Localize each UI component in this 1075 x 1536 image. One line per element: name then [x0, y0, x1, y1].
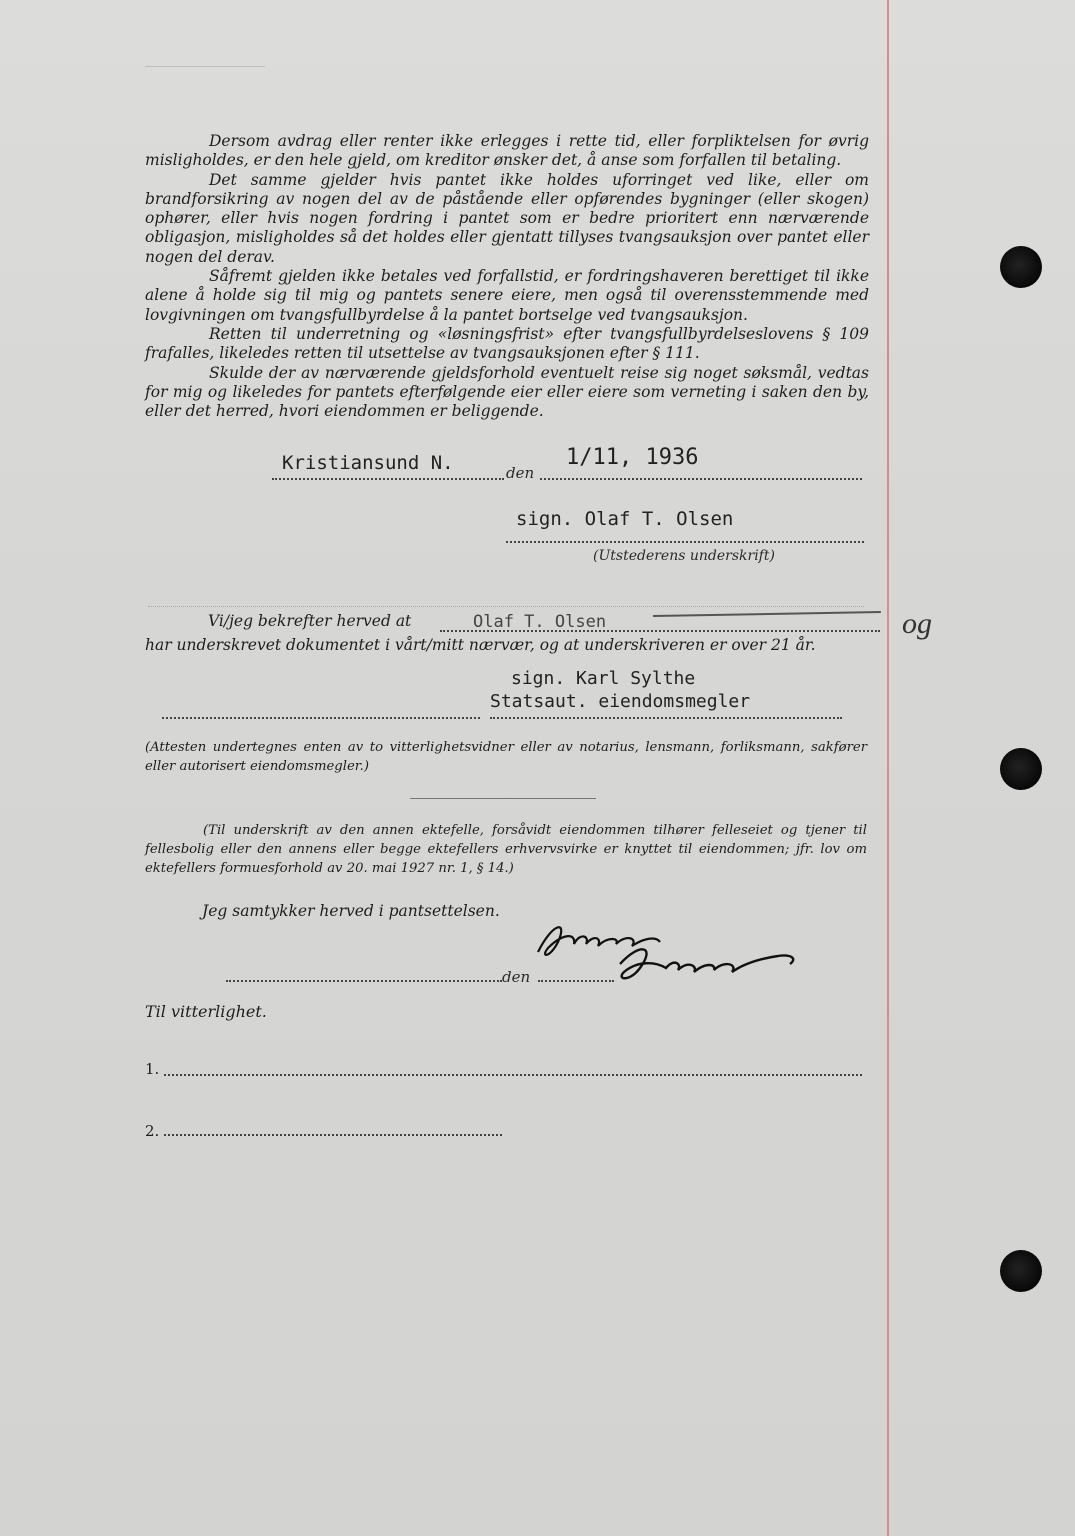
den-label: den	[506, 464, 535, 482]
terms-paragraph-1: Dersom avdrag eller renter ikke erlegges i rette tid, eller forpliktelsen for øvrig misligholdes, er den hele gjeld, om kreditor ønsker det, å anse som forfallen til betaling.	[145, 132, 869, 170]
punch-hole-middle	[1000, 748, 1042, 790]
witness-1-line	[164, 1074, 862, 1076]
consent-date-line-2	[538, 980, 614, 982]
consent-den-label: den	[502, 968, 531, 986]
header-rule	[145, 66, 265, 67]
terms-block	[145, 132, 869, 421]
witness-title: Statsaut. eiendomsmegler	[490, 691, 751, 712]
issuer-signature-line	[506, 541, 864, 543]
terms-paragraph-2: Det samme gjelder hvis pantet ikke holdes uforringet ved like, eller om brandforsikring av nogen del av de påstående eller opførendes bygninger (eller skogen) ophører, eller hvis nogen fordring i pantet som er bedre prioritert enn nærværende obligasjon, misligholdes så det holdes eller gjentatt tillyses tvangsauksjon over pantet eller nogen del derav.	[145, 170, 869, 266]
consent-text: Jeg samtykker herved i pantsettelsen.	[202, 902, 500, 920]
attested-signer-name: Olaf T. Olsen	[473, 612, 607, 632]
witness-2-line	[164, 1134, 502, 1136]
punch-hole-top	[1000, 246, 1042, 288]
attestation-line-2: har underskrevet dokumentet i vårt/mitt nærvær, og at underskriveren er over 21 år.	[145, 636, 816, 654]
issuer-signature: sign. Olaf T. Olsen	[516, 508, 734, 530]
margin-note: og	[902, 607, 932, 640]
attestation-prefix: Vi/jeg bekrefter herved at	[208, 612, 412, 630]
witness-signature: sign. Karl Sylthe	[511, 668, 696, 689]
faint-separator	[148, 606, 864, 607]
spouse-note: (Til underskrift av den annen ektefelle, forsåvidt eiendommen tilhører felleseiet og tjener til fellesbolig eller den annens eller begge ektefellers erhvervsvirke er knyttet til eiendommen; jfr. lov om ektefellers formuesforhold av 20. mai 1927 nr. 1, § 14.)	[145, 823, 867, 876]
witness-dotted-line-left	[162, 717, 480, 719]
witness-1-number: 1.	[145, 1060, 160, 1078]
place-dotted-line	[272, 478, 504, 480]
witness-dotted-line-right	[490, 717, 842, 719]
attestation-note: (Attesten undertegnes enten av to vitterlighetsvidner eller av notarius, lensmann, forliksmann, sakfører eller autorisert eiendomsmegler.)	[145, 740, 867, 774]
place-value: Kristiansund N.	[282, 452, 454, 474]
section-divider	[410, 798, 596, 799]
date-value: 1/11, 1936	[566, 445, 699, 470]
red-margin-line	[887, 0, 889, 1536]
terms-paragraph-3: Såfremt gjelden ikke betales ved forfallstid, er fordringshaveren berettiget til ikke alene å holde sig til mig og pantets senere eiere, men også til overensstemmende med lovgivningen om tvangsfullbyrdelse å la pantet bortselge ved tvangsauksjon.	[145, 267, 869, 324]
terms-paragraph-4: Retten til underretning og «løsningsfrist» efter tvangsfullbyrdelseslovens § 109 frafalles, likeledes retten til utsettelse av tvangsauksjonen efter § 111.	[145, 324, 869, 363]
witness-title-label: Til vitterlighet.	[145, 1002, 267, 1021]
consent-date-line	[226, 980, 502, 982]
issuer-caption: (Utstederens underskrift)	[593, 548, 775, 564]
witness-2-number: 2.	[145, 1122, 160, 1140]
terms-paragraph-5: Skulde der av nærværende gjeldsforhold eventuelt reise sig noget søksmål, vedtas for mig og likeledes for pantets efterfølgende eier eller eiere som verneting i saken den by, eller det herred, hvori eiendommen er beliggende.	[145, 363, 869, 421]
punch-hole-bottom	[1000, 1250, 1042, 1292]
date-dotted-line	[540, 478, 862, 480]
